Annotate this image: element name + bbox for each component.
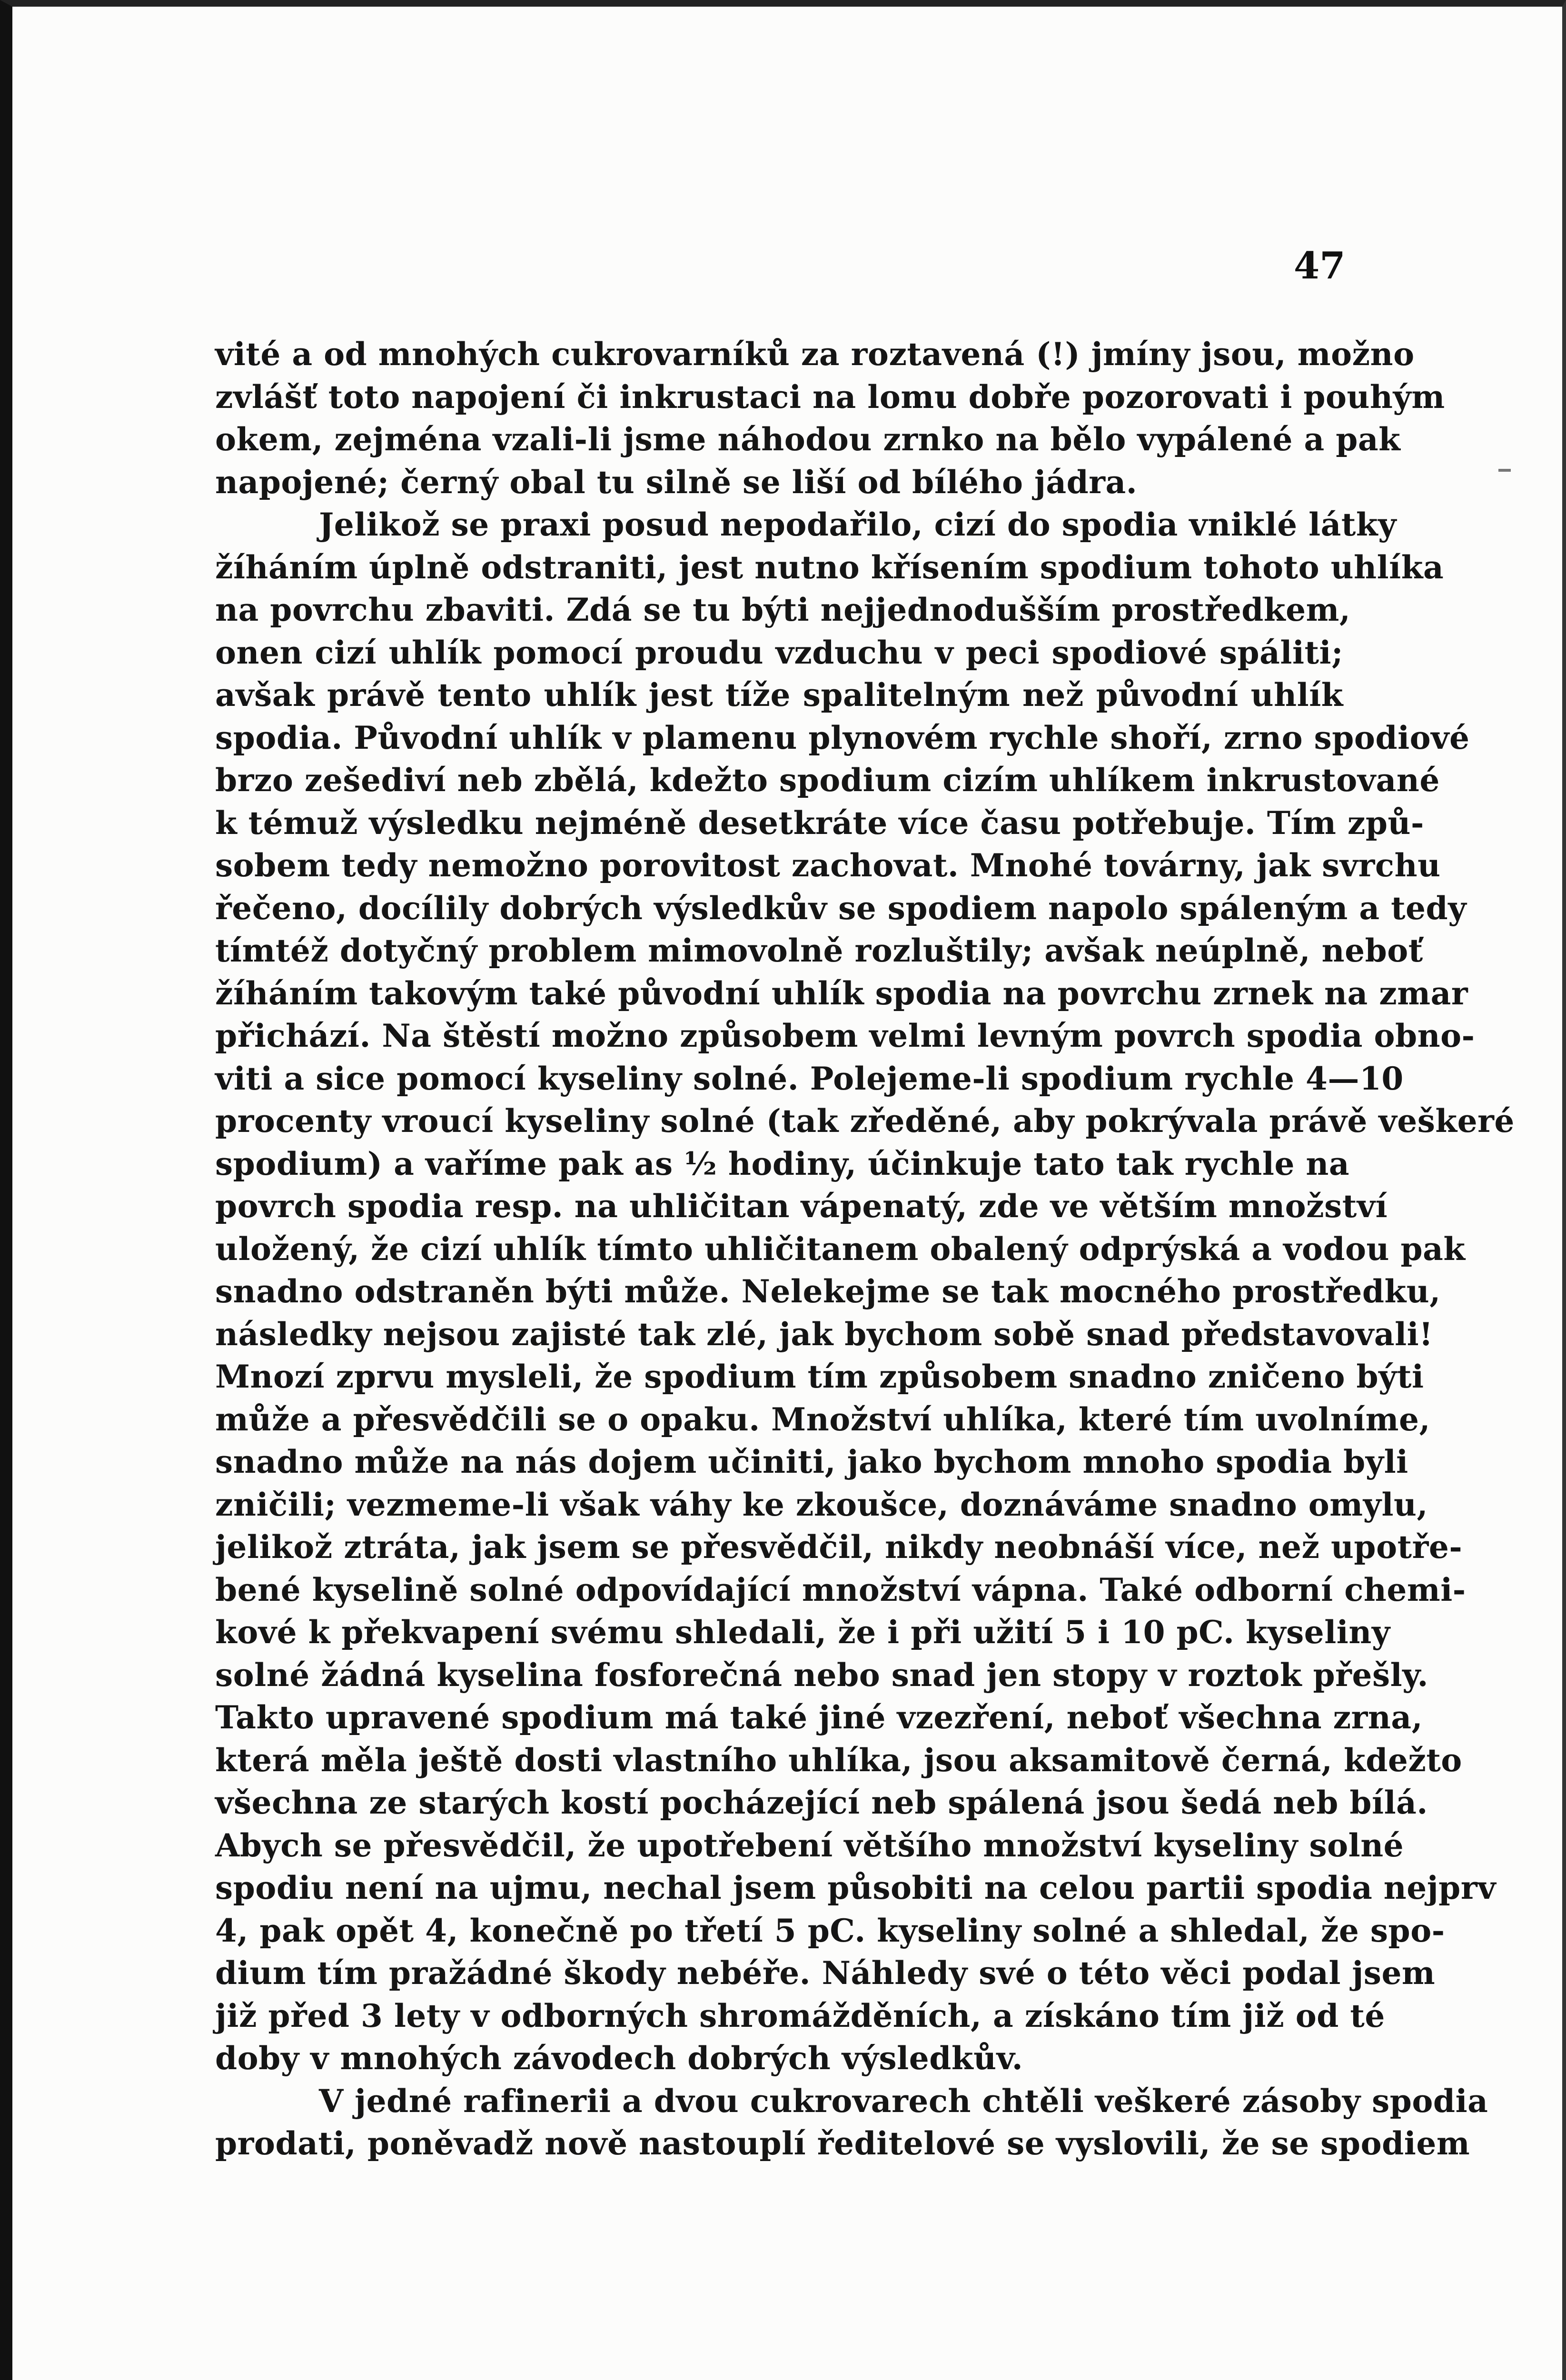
text-line: sobem tedy nemožno porovitost zachovat. Mnohé továrny, jak svrchu [215,847,1441,884]
margin-mark [1498,469,1511,472]
text-line: Takto upravené spodium má také jiné vzezření, neboť všechna zrna, [215,1699,1423,1736]
text-line: dium tím pražádné škody nebéře. Náhledy své o této věci podal jsem [215,1954,1436,1992]
text-line: jelikož ztráta, jak jsem se přesvědčil, nikdy neobnáší více, než upotře- [215,1528,1463,1566]
text-line: zničili; vezmeme-li však váhy ke zkoušce, doznáváme snadno omylu, [215,1486,1428,1523]
text-line: spodia. Původní uhlík v plamenu plynovém rychle shoří, zrno spodiové [215,719,1470,756]
text-line: povrch spodia resp. na uhličitan vápenatý, zde ve větším množství [215,1188,1388,1225]
text-line: která měla ještě dosti vlastního uhlíka, jsou aksamitově černá, kdežto [215,1741,1462,1779]
text-line: bené kyselině solné odpovídající množství vápna. Také odborní chemi- [215,1571,1466,1608]
text-line: žíháním úplně odstraniti, jest nutno křísením spodium tohoto uhlíka [215,548,1444,586]
body-text [215,333,1515,2165]
text-line: kové k překvapení svému shledali, že i při užití 5 i 10 pC. kyseliny [215,1614,1390,1651]
paragraph [215,504,1515,2080]
text-line: onen cizí uhlík pomocí proudu vzduchu v peci spodiové spáliti; [215,634,1343,671]
text-line: žíháním takovým také původní uhlík spodia na povrchu zrnek na zmar [215,974,1468,1012]
text-line: avšak právě tento uhlík jest tíže spalitelným než původní uhlík [215,676,1343,714]
paragraph [215,2080,1488,2165]
text-line: následky nejsou zajisté tak zlé, jak bychom sobě snad představovali! [215,1315,1433,1353]
text-line: řečeno, docílily dobrých výsledkův se spodiem napolo spáleným a tedy [215,889,1467,927]
text-line: uložený, že cizí uhlík tímto uhličitanem obalený odprýská a vodou pak [215,1230,1466,1268]
text-line: okem, zejména vzali-li jsme náhodou zrnko na bělo vypálené a pak [215,421,1401,458]
text-line: doby v mnohých závodech dobrých výsledkův. [215,2040,1023,2077]
paragraph [215,333,1445,504]
text-line: 4, pak opět 4, konečně po třetí 5 pC. kyseliny solné a shledal, že spo- [215,1912,1445,1949]
text-line: Mnozí zprvu mysleli, že spodium tím způsobem snadno zničeno býti [215,1358,1424,1395]
text-line: procenty vroucí kyseliny solné (tak zředěné, aby pokrývala právě veškeré [215,1102,1515,1140]
text-line: snadno odstraněn býti může. Nelekejme se tak mocného prostředku, [215,1273,1441,1310]
text-line: spodiu není na ujmu, nechal jsem působiti na celou partii spodia nejprv [215,1869,1496,1906]
text-line: přichází. Na štěstí možno způsobem velmi levným povrch spodia obno- [215,1017,1475,1054]
text-line: tímtéž dotyčný problem mimovolně rozluštily; avšak neúplně, neboť [215,932,1423,969]
text-line: na povrchu zbaviti. Zdá se tu býti nejjednodušším prostředkem, [215,591,1351,628]
text-line: zvlášť toto napojení či inkrustaci na lomu dobře pozorovati i pouhým [215,378,1445,416]
text-line: solné žádná kyselina fosforečná nebo snad jen stopy v roztok přešly. [215,1656,1428,1694]
text-line: V jedné rafinerii a dvou cukrovarech chtěli veškeré zásoby spodia [319,2082,1488,2120]
text-line: může a přesvědčili se o opaku. Množství uhlíka, které tím uvolníme, [215,1400,1430,1438]
text-line: Jelikož se praxi posud nepodařilo, cizí do spodia vniklé látky [319,506,1397,543]
text-line: viti a sice pomocí kyseliny solné. Polejeme-li spodium rychle 4—10 [215,1060,1404,1097]
text-line: vité a od mnohých cukrovarníků za roztavená (!) jmíny jsou, možno [215,336,1415,373]
text-line: již před 3 lety v odborných shromážděních, a získáno tím již od té [215,1997,1385,2034]
text-line: všechna ze starých kostí pocházející neb spálená jsou šedá neb bílá. [215,1784,1428,1821]
text-line: k témuž výsledku nejméně desetkráte více času potřebuje. Tím způ- [215,804,1424,842]
text-line: brzo zešediví neb zbělá, kdežto spodium cizím uhlíkem inkrustované [215,762,1440,799]
text-line: spodium) a vaříme pak as ½ hodiny, účinkuje tato tak rychle na [215,1145,1350,1182]
text-line: prodati, poněvadž nově nastouplí ředitelové se vyslovili, že se spodiem [215,2125,1470,2162]
page-number: 47 [1294,244,1346,288]
text-line: snadno může na nás dojem učiniti, jako bychom mnoho spodia byli [215,1443,1408,1480]
text-line: Abych se přesvědčil, že upotřebení většího množství kyseliny solné [215,1826,1404,1864]
text-line: napojené; černý obal tu silně se liší od bílého jádra. [215,463,1138,501]
